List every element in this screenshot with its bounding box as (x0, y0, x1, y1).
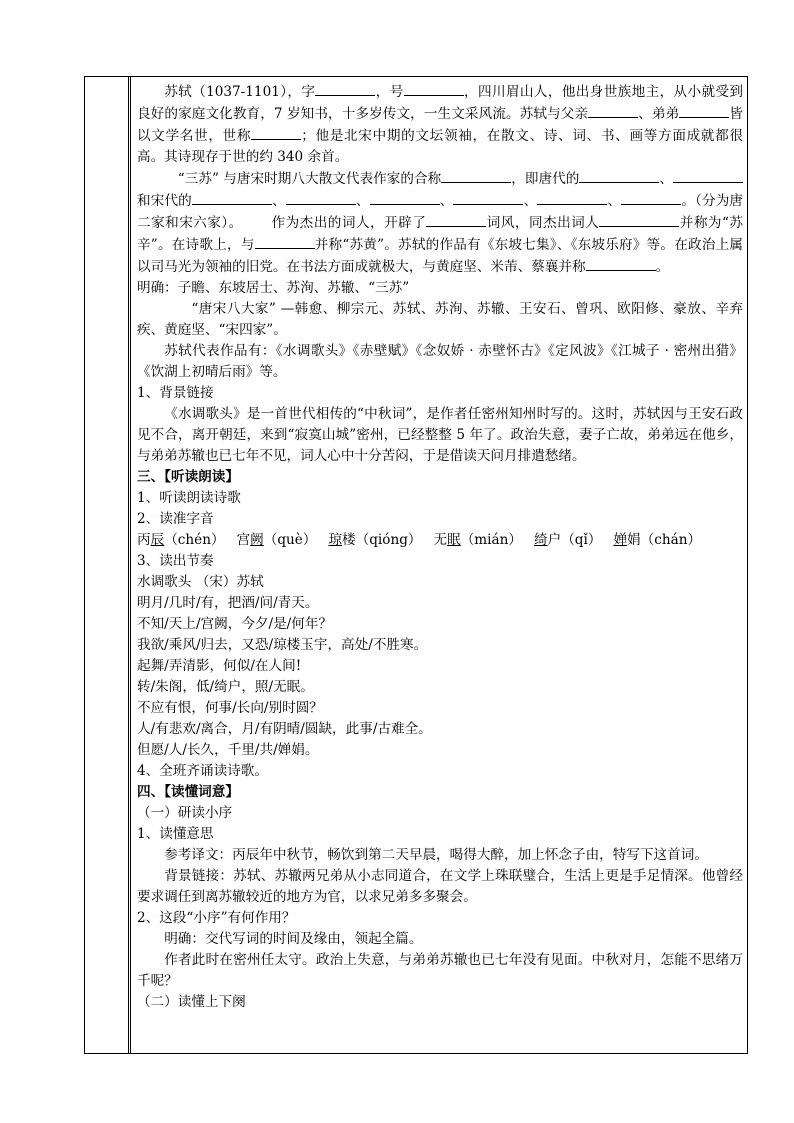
text: 、 (523, 193, 538, 209)
poem-line: 我欲/乘风/归去，又恐/琼楼玉宇，高处/不胜寒。 (137, 637, 428, 653)
pinyin-word (613, 532, 701, 548)
text: 作为杰出的词人，开辟了 (271, 215, 427, 231)
background-title: 1、背景链接 (137, 385, 214, 401)
works-list: 苏轼代表作品有：《水调歌头》《赤壁赋》《念奴娇 · 赤壁怀古》《定风波》《江城子 · 密州出猎》《饮湖上初晴后雨》等。 (137, 343, 743, 380)
blank-field[interactable] (453, 190, 523, 205)
blank-field[interactable] (588, 103, 638, 118)
poem-line: 不知/天上/宫阙，今夕/是/何年？ (137, 616, 333, 632)
poem-line: 但愿/人/长久，千里/共/婵娟。 (137, 742, 319, 758)
blank-field[interactable] (537, 190, 607, 205)
answer-line: 明确：子瞻、东坡居士、苏洵、苏辙、“三苏” (137, 280, 410, 296)
step: 4、全班齐诵读诗歌。 (137, 763, 268, 779)
poem-title: 水调歌头 （宋）苏轼 (137, 574, 264, 590)
blank-field[interactable] (673, 168, 743, 183)
pinyin-row (137, 530, 743, 551)
pinyin-char: 绮 (534, 532, 548, 548)
pinyin-reading: （qióng） (355, 532, 422, 548)
pinyin-word (328, 532, 421, 548)
text: “三苏” 与唐宋时期八大散文代表作家的合称 (177, 171, 442, 187)
text: 并称为“苏辛”。在诗歌上，与 (137, 215, 744, 253)
blank-field[interactable] (192, 190, 272, 205)
pinyin-reading: （qǐ） (561, 532, 602, 548)
pinyin-word (237, 532, 317, 548)
text: ；他是北宋中期的文坛领袖，在散文、诗、词、书、画等方面成就都很高。其诗现存于世的约 340 余首。 (137, 128, 744, 165)
pinyin-pre: 丙 (137, 532, 151, 548)
blank-field[interactable] (370, 190, 440, 205)
blank-field[interactable] (404, 81, 464, 96)
section-heading-3: 三、【听读朗读】 (137, 469, 239, 485)
blank-field[interactable] (255, 234, 315, 249)
blank-field[interactable] (441, 168, 511, 183)
text: 皆以文学名世，世称 (137, 106, 744, 144)
pinyin-reading: （chán） (640, 532, 702, 548)
text: ，四川眉山人，他出身世族地主，从小就受到良好的家庭文化教育，7 岁知书，十多岁传文，一生文采风流。苏轼与父亲 (137, 84, 744, 122)
blank-field[interactable] (426, 212, 486, 227)
text: 、 (355, 193, 370, 209)
answer-line: 作者此时在密州任太守。政治上失意，与弟弟苏辙也已七年没有见面。中秋对月，怎能不思绪万千呢？ (137, 952, 743, 989)
step: 2、读准字音 (137, 511, 214, 527)
pinyin-post: 娟 (627, 532, 641, 548)
text: 、 (659, 171, 674, 187)
blank-field[interactable] (251, 125, 301, 140)
answer-line: “唐宋八大家” —韩愈、柳宗元、苏轼、苏洵、苏辙、王安石、曾巩、欧阳修、豪放、辛弃疾、黄庭坚、“宋四家”。 (137, 301, 743, 338)
subheading: （一）研读小序 (137, 805, 233, 821)
text: 词风，同杰出词人 (486, 215, 600, 231)
pinyin-char: 辰 (150, 532, 165, 548)
pinyin-reading: （què） (263, 532, 317, 548)
step: 1、读懂意思 (137, 826, 214, 842)
blank-field[interactable] (286, 190, 356, 205)
main-content (137, 81, 743, 1013)
pinyin-reading: （mián） (460, 532, 522, 548)
poem-line: 转/朱阁，低/绮户，照/无眠。 (137, 679, 314, 695)
background-text: 《水调歌头》是一首世代相传的“中秋词”，是作者任密州知州时写的。这时，苏轼因与王安石政见不合，离开朝廷，来到“寂寞山城”密州，已经整整 5 年了。政治失意，妻子亡故，弟弟远在他乡，与弟弟苏辙也已七年不见，词人心中十分苦闷，于是借读天问月排遣愁绪。 (137, 406, 743, 464)
pinyin-pre: 无 (433, 532, 448, 548)
table-column-left (85, 77, 129, 1053)
poem-lines (137, 593, 743, 761)
background-link: 背景链接：苏轼、苏辙两兄弟从小志同道合，在文学上珠联璧合，生活上更是手足情深。他曾经要求调任到离苏辙较近的地方为官，以求兄弟多多聚会。 (137, 868, 743, 905)
poem-line: 不应有恨，何事/长向/别时圆？ (137, 700, 323, 716)
reference-translation: 参考译文：丙辰年中秋节，畅饮到第二天早晨，喝得大醉，加上怀念子由，特写下这首词。 (164, 847, 708, 863)
blank-field[interactable] (586, 256, 656, 271)
paragraph-su-shi-intro (137, 81, 743, 168)
text: 、 (439, 193, 454, 209)
text: 。 (655, 259, 670, 275)
pinyin-char: 婵 (613, 532, 628, 548)
blank-field[interactable] (579, 168, 659, 183)
pinyin-char: 阙 (250, 532, 264, 548)
blank-field[interactable] (621, 190, 681, 205)
pinyin-reading: （chén） (164, 532, 225, 548)
blank-field[interactable] (315, 81, 375, 96)
table-frame (84, 76, 748, 1054)
pinyin-pre: 宫 (236, 532, 251, 548)
text: 、弟弟 (638, 106, 680, 122)
pinyin-word (434, 532, 522, 548)
text: ，号 (375, 84, 404, 100)
text: 、 (607, 193, 622, 209)
pinyin-word (137, 532, 225, 548)
pinyin-post: 楼 (342, 532, 356, 548)
paragraph-eight-masters (137, 168, 743, 278)
step: 1、听读朗读诗歌 (137, 490, 241, 506)
text: 和宋代的 (137, 193, 192, 209)
section-heading-4: 四、【读懂词意】 (137, 784, 239, 800)
text: 并称“苏黄”。苏轼的作品有《东坡七集》、《东坡乐府》等。在政治上属以司马光为领袖的旧党。在书法方面成就极大，与黄庭坚、米芾、蔡襄并称 (137, 237, 744, 275)
pinyin-char: 琼 (328, 532, 343, 548)
text: 、 (271, 193, 286, 209)
pinyin-post: 户 (547, 532, 562, 548)
pinyin-word (534, 532, 601, 548)
text: 。（分为唐二家和宋六家）。 (137, 193, 744, 231)
step: 3、读出节奏 (137, 553, 214, 569)
text: ，即唐代的 (511, 171, 580, 187)
poem-line: 明月/几时/有，把酒/问/青天。 (137, 595, 319, 611)
step: 2、这段“小序”有何作用？ (137, 910, 296, 926)
poem-line: 人/有悲欢/离合，月/有阴晴/圆缺，此事/古难全。 (137, 721, 432, 737)
table-column-divider (129, 77, 131, 1053)
subheading: （二）读懂上下阕 (137, 994, 246, 1010)
text: 苏轼（1037-1101），字 (164, 84, 316, 100)
answer-line: 明确：交代写词的时间及缘由，领起全篇。 (164, 931, 423, 947)
blank-field[interactable] (679, 103, 729, 118)
poem-line: 起舞/弄清影，何似/在人间! (137, 658, 302, 674)
blank-field[interactable] (599, 212, 679, 227)
pinyin-char: 眠 (447, 532, 461, 548)
